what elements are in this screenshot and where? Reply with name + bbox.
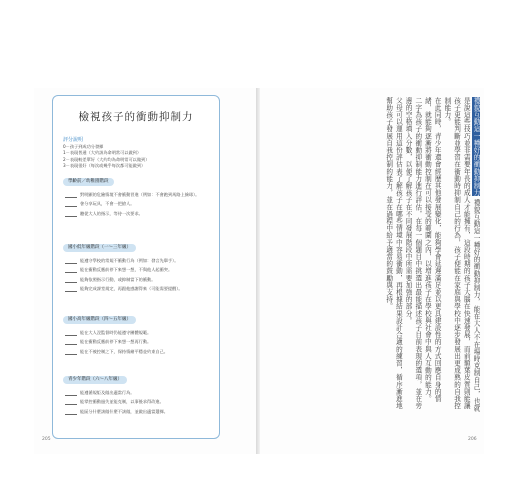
checklist-item: 能在衝動反應前停下來想一想，不與他人起衝突。 bbox=[65, 267, 183, 273]
score-blank[interactable] bbox=[65, 211, 77, 217]
section-items-upper-elementary bbox=[65, 330, 168, 358]
score-blank[interactable] bbox=[65, 201, 77, 207]
checklist-item: 能在衝動反應前停下來想一想再行動。 bbox=[65, 339, 168, 345]
checklist-item: 能在大人沒監督時仍能遵守團體規範。 bbox=[65, 330, 168, 336]
score-blank[interactable] bbox=[65, 349, 77, 355]
section-items-preschool bbox=[65, 192, 199, 220]
checklist-item: 能夠依照指示行動，或抑制當下的衝動。 bbox=[65, 277, 183, 283]
score-line: 2－表現較差單好（大約均為命明常可以做到） bbox=[63, 156, 150, 162]
score-blank[interactable] bbox=[65, 258, 77, 264]
section-label-lower-elementary: 國小低年級階段（一～三年級） bbox=[63, 244, 136, 252]
checklist-item: 能遵守學校的常規不衝動行為（例如：發言先舉手）。 bbox=[65, 258, 183, 264]
score-legend-title: 評分說明 bbox=[63, 137, 84, 143]
section-items-lower-elementary bbox=[65, 258, 183, 296]
score-line: 3－表現很好（每次或幾乎每次都可能做到） bbox=[63, 163, 146, 169]
assessment-card bbox=[52, 95, 220, 439]
checklist-item: 能區分什麼該做什麼不該做，並做出適當選擇。 bbox=[65, 409, 168, 415]
score-legend bbox=[63, 144, 149, 170]
paragraph: 在此同時，青少年還會經歷其他發展變化，能夠學會延遲滿足並以更具建設性的方式回應自身的情緒，就能夠逐漸將衝動控制在可以接受的範圍之內，以增進孩子在學校與社會中與人互動的能力。 bbox=[423, 97, 442, 403]
score-blank[interactable] bbox=[65, 409, 77, 415]
score-blank[interactable] bbox=[65, 339, 77, 345]
score-blank[interactable] bbox=[65, 267, 77, 273]
checklist-item: 能掌控衝動過失並能克制，以事後求得改進。 bbox=[65, 399, 168, 405]
checklist-item: 會分享玩具，不會一把搶人。 bbox=[65, 201, 199, 207]
checklist-item: 對明顯的危險情境不會衝動冒進（例如：不會跑到馬路上撿球）。 bbox=[65, 192, 199, 198]
section-label-upper-elementary: 國小高年級階段（四～五年級） bbox=[63, 316, 136, 324]
score-blank[interactable] bbox=[65, 390, 77, 396]
score-blank[interactable] bbox=[65, 330, 77, 336]
score-line: 1－表現普通（大約該為命明常可以做到） bbox=[63, 150, 142, 156]
score-blank[interactable] bbox=[65, 399, 77, 405]
score-blank[interactable] bbox=[65, 286, 77, 292]
highlight-phrase: 禮貌互動這一種好的衝動抑制力 bbox=[472, 97, 480, 197]
checklist-item: 能遵循規矩及做出適當行為。 bbox=[65, 390, 168, 396]
body-text-vertical bbox=[284, 97, 480, 415]
paragraph: 父母可以運用這份評估表了解孩子在哪些情境中容易衝動，再根據結果設計合適的練習，循序漸進地幫助孩子發展自我控制的能力，並在過程中給予適當的鼓勵與支持。 bbox=[384, 97, 403, 410]
paragraph: 二字為孩子的衝動抑制能力進行評估，在每一個題目中挑選出最能描述孩子目前表現的選項，並在旁邊的空格填入分數，以便了解孩子在不同發展階段中所需要加強的部分。 bbox=[404, 97, 422, 410]
checklist-item: 能在不被控制之下，保持情緒平穩並約束自己。 bbox=[65, 349, 168, 355]
checklist-item: 聽從大人的指示，等待一次要求。 bbox=[65, 211, 199, 217]
score-blank[interactable] bbox=[65, 277, 77, 283]
section-label-preschool: 學齡前／幼稚園階段 bbox=[63, 178, 114, 186]
checklist-item: 能夠完成課堂規定，再跟他感謝得來（可能需要提醒）。 bbox=[65, 286, 183, 292]
score-line: 0－孩子到成功分發揮 bbox=[63, 144, 104, 149]
section-items-teen bbox=[65, 390, 168, 418]
paragraph: 禮貌互動這一種好的衝動抑制力，能在大人不在場時克制自己，也就是說這些技巧並非需要年長的成人才能擁有，這段時期的孩子大腦在快速發展，而前額葉皮質則能讓孩子更能判斷並學習在衝動時抑制自己的行為，孩子便能在家庭與學校中逐步發展出更成熟的自我控制能力。 bbox=[442, 97, 480, 413]
page-number-left: 205 bbox=[42, 437, 51, 442]
page-number-right: 206 bbox=[468, 437, 477, 442]
section-label-teen: 青少年階段（六～八年級） bbox=[63, 376, 127, 384]
card-title: 檢視孩子的衝動抑制力 bbox=[78, 111, 194, 123]
score-blank[interactable] bbox=[65, 192, 77, 198]
